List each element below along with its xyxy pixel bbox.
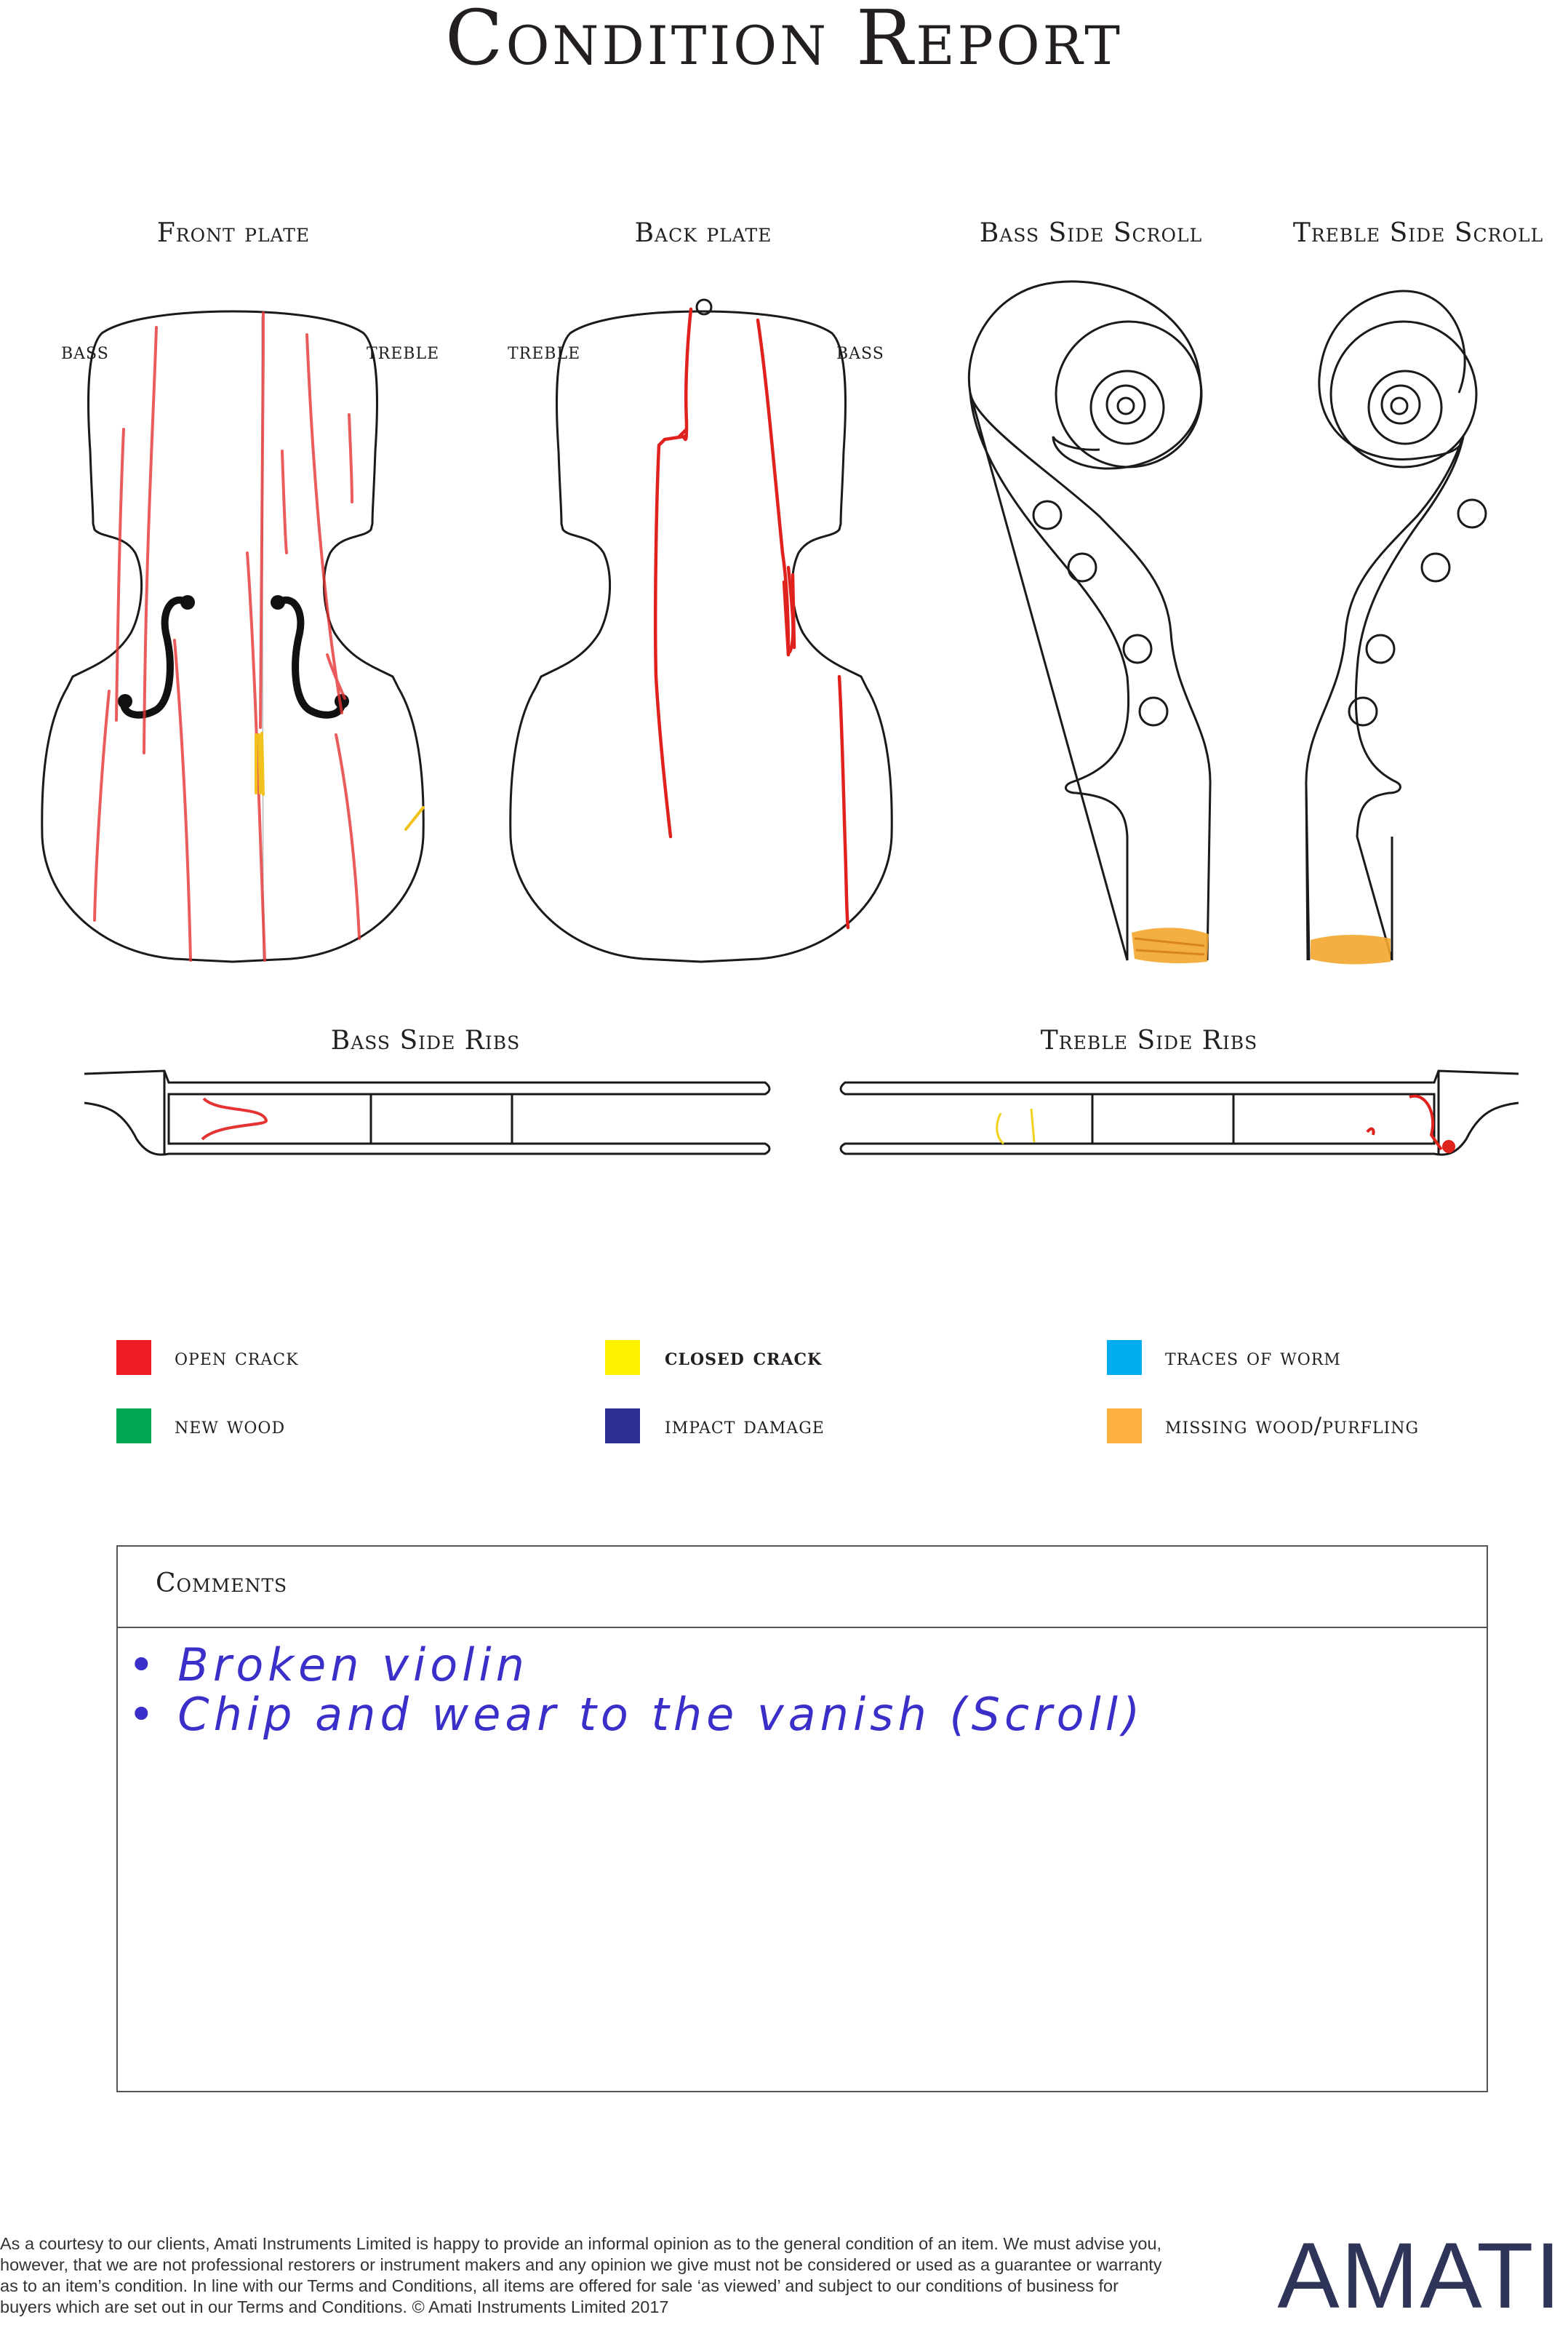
legend-label-impact-damage: impact damage <box>665 1413 825 1439</box>
front-plate-label: Front plate <box>156 218 311 248</box>
legend-swatch-open-crack <box>116 1340 151 1375</box>
back-plate-drawing <box>511 300 892 962</box>
back-left-side-label: TREBLE <box>508 345 581 363</box>
amati-logo: AMATI <box>1277 2224 1562 2328</box>
legend-swatch-new-wood <box>116 1408 151 1443</box>
legend-label-missing-wood: missing wood/purfling <box>1165 1413 1420 1439</box>
treble-side-scroll-label: Treble Side Scroll <box>1292 218 1544 248</box>
bass-side-scroll-label: Bass Side Scroll <box>979 218 1203 248</box>
comments-header <box>118 1547 1487 1628</box>
back-plate-label: Back plate <box>634 218 772 248</box>
back-right-side-label: BASS <box>836 345 884 363</box>
legend-swatch-traces-of-worm <box>1107 1340 1142 1375</box>
comment-text-2: Chip and wear to the vanish (Scroll) <box>177 1688 1145 1741</box>
treble-side-ribs-label: Treble Side Ribs <box>1040 1026 1258 1056</box>
comment-line-2 <box>128 1688 1144 1741</box>
page-title: Condition Report <box>445 0 1123 82</box>
front-right-side-label: TREBLE <box>367 345 440 363</box>
legend-swatch-impact-damage <box>605 1408 640 1443</box>
bass-side-ribs-label: Bass Side Ribs <box>330 1026 521 1056</box>
bullet-icon: • <box>128 1688 159 1741</box>
bass-side-scroll-drawing <box>969 282 1210 963</box>
legend-label-open-crack: open crack <box>175 1344 299 1371</box>
treble-side-scroll-drawing <box>1306 291 1486 964</box>
legend-swatch-missing-wood <box>1107 1408 1142 1443</box>
legend-swatch-closed-crack <box>605 1340 640 1375</box>
legend-label-traces-of-worm: traces of worm <box>1165 1344 1341 1371</box>
comment-text-1: Broken violin <box>177 1638 529 1691</box>
legend-label-new-wood: new wood <box>175 1413 286 1439</box>
bass-side-ribs-drawing <box>84 1071 769 1155</box>
legend-label-closed-crack: closed crack <box>665 1344 823 1371</box>
front-plate-drawing <box>42 311 423 962</box>
comments-box <box>116 1545 1488 2092</box>
disclaimer-text: As a courtesy to our clients, Amati Instruments Limited is happy to provide an informal opinion as to the general condition of an item. We must advise you, however, that we are not professional restorers or instrument makers and any opinion we give must not be considered or used as a guarantee or warranty as to an item’s condition. In line with our Terms and Conditions, all items are offered for sale ‘as viewed’ and subject to our conditions of business for buyers which are set out in our Terms and Conditions. © Amati Instruments Limited 2017 <box>0 2234 1162 2316</box>
front-left-side-label: BASS <box>61 345 109 363</box>
bullet-icon: • <box>128 1638 159 1691</box>
comments-title: Comments <box>156 1568 288 1598</box>
treble-side-ribs-drawing <box>841 1071 1519 1155</box>
comment-line-1 <box>128 1638 529 1691</box>
